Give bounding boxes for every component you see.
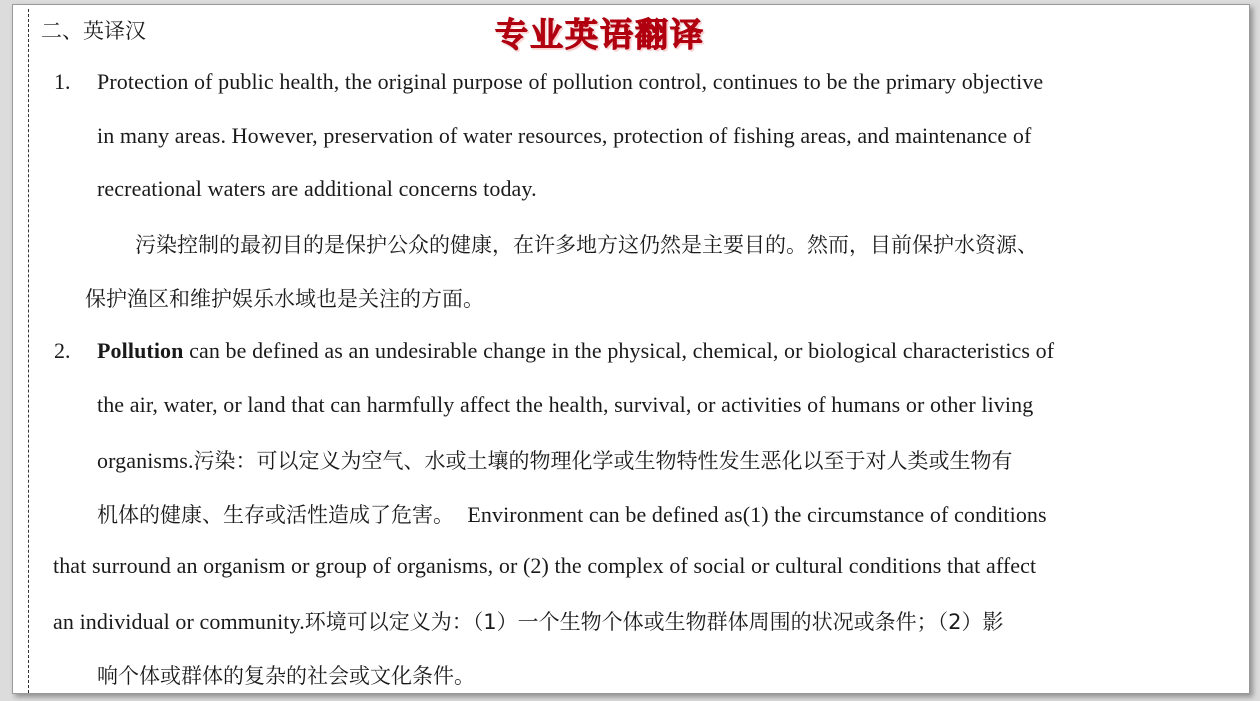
banner-title: 专业英语翻译 — [495, 15, 705, 54]
document-page — [12, 4, 1250, 694]
item1-en-line2: in many areas. However, preservation of water resources, protection of fishing areas, and maintenance of — [97, 123, 1032, 148]
section-heading: 二、英译汉 — [41, 19, 146, 43]
item2-line3-zh: 污染：可以定义为空气、水或土壤的物理化学或生物特性发生恶化以至于对人类或生物有 — [193, 449, 1013, 473]
item2-line6 — [53, 606, 1004, 636]
item1-zh-line2: 保护渔区和维护娱乐水域也是关注的方面。 — [85, 287, 484, 311]
item1-en-line3: recreational waters are additional concerns today. — [97, 176, 537, 201]
item2-en-line1: can be defined as an undesirable change in the physical, chemical, or biological characteristics of — [183, 338, 1055, 363]
item2-line5: that surround an organism or group of organisms, or (2) the complex of social or cultural conditions that affect — [53, 553, 1037, 578]
item1-zh-line1: 污染控制的最初目的是保护公众的健康，在许多地方这仍然是主要目的。然而，目前保护水资源、 — [135, 233, 1038, 257]
dashed-margin-line — [28, 9, 29, 693]
item-number: 2. — [54, 338, 71, 363]
item2-line4-zh: 机体的健康、生存或活性造成了危害。 — [97, 503, 454, 527]
item2-line4-en: Environment can be defined as(1) the circumstance of conditions — [467, 502, 1047, 527]
item2-line6-zh: 环境可以定义为：（1）一个生物个体或生物群体周围的状况或条件；（2）影 — [304, 610, 1004, 634]
item2-line3 — [97, 445, 1013, 475]
item2-line3-en: organisms. — [97, 448, 194, 473]
bold-term: Pollution — [97, 338, 184, 363]
item-number: 1. — [54, 69, 71, 94]
item2-en-line2: the air, water, or land that can harmfully affect the health, survival, or activities of humans or other living — [97, 392, 1034, 417]
item2-line6-en: an individual or community. — [53, 609, 305, 634]
item2-line4 — [97, 499, 1047, 529]
item2-line7: 响个体或群体的复杂的社会或文化条件。 — [97, 664, 475, 688]
item2-line1 — [97, 338, 1054, 364]
item1-en-line1: Protection of public health, the original purpose of pollution control, continues to be the primary objective — [97, 69, 1044, 94]
